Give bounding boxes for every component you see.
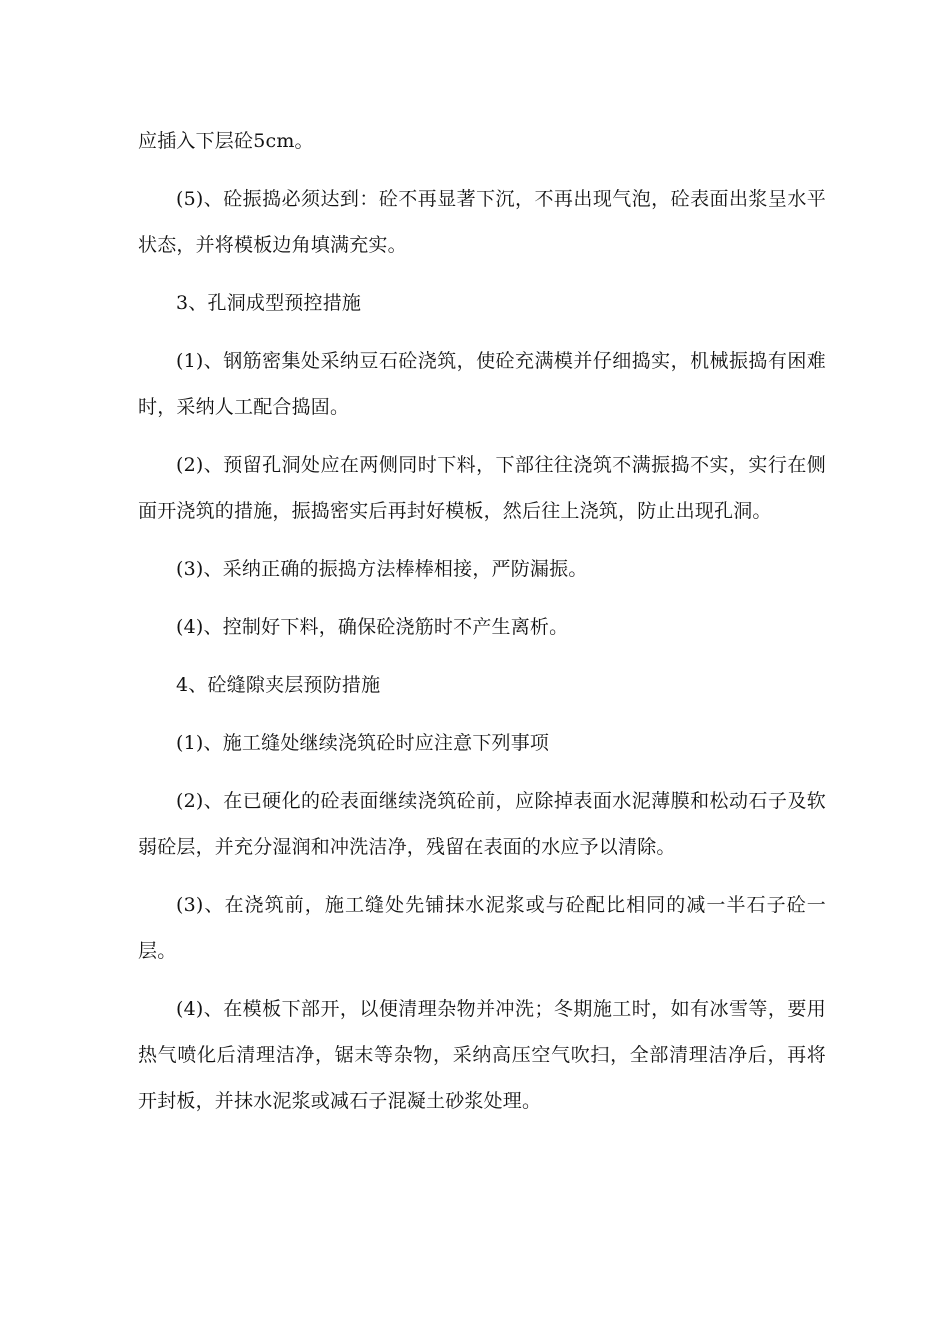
paragraph-item-2-b: (2)、在已硬化的砼表面继续浇筑砼前，应除掉表面水泥薄膜和松动石子及软弱砼层，并充分湿润和冲洗洁净，残留在表面的水应予以清除。 (138, 790, 826, 858)
paragraph-item-5: (5)、砼振捣必须达到：砼不再显著下沉，不再出现气泡，砼表面出浆呈水平状态，并将模板边角填满充实。 (138, 188, 826, 256)
section-heading-3: 3、孔洞成型预控措施 (176, 292, 362, 314)
paragraph-item-4-b: (4)、在模板下部开，以便清理杂物并冲洗；冬期施工时，如有冰雪等，要用热气喷化后清理洁净，锯末等杂物，采纳高压空气吹扫，全部清理洁净后，再将开封板，并抹水泥浆或减石子混凝土砂浆处理。 (138, 998, 826, 1112)
paragraph-item-1-b: (1)、施工缝处继续浇筑砼时应注意下列事项 (176, 732, 550, 754)
paragraph-item-1: (1)、钢筋密集处采纳豆石砼浇筑，使砼充满模并仔细捣实，机械振捣有困难时，采纳人工配合捣固。 (138, 350, 826, 418)
paragraph-continuation: 应插入下层砼5cm。 (138, 130, 314, 152)
paragraph-item-3-b: (3)、在浇筑前，施工缝处先铺抹水泥浆或与砼配比相同的减一半石子砼一层。 (138, 894, 826, 962)
section-heading-4: 4、砼缝隙夹层预防措施 (176, 674, 381, 696)
paragraph-item-3: (3)、采纳正确的振捣方法棒棒相接，严防漏振。 (176, 558, 588, 580)
document-body (138, 118, 826, 1136)
paragraph-item-2: (2)、预留孔洞处应在两侧同时下料，下部往往浇筑不满振捣不实，实行在侧面开浇筑的措施，振捣密实后再封好模板，然后往上浇筑，防止出现孔洞。 (138, 454, 826, 522)
paragraph-item-4: (4)、控制好下料，确保砼浇筋时不产生离析。 (176, 616, 569, 638)
